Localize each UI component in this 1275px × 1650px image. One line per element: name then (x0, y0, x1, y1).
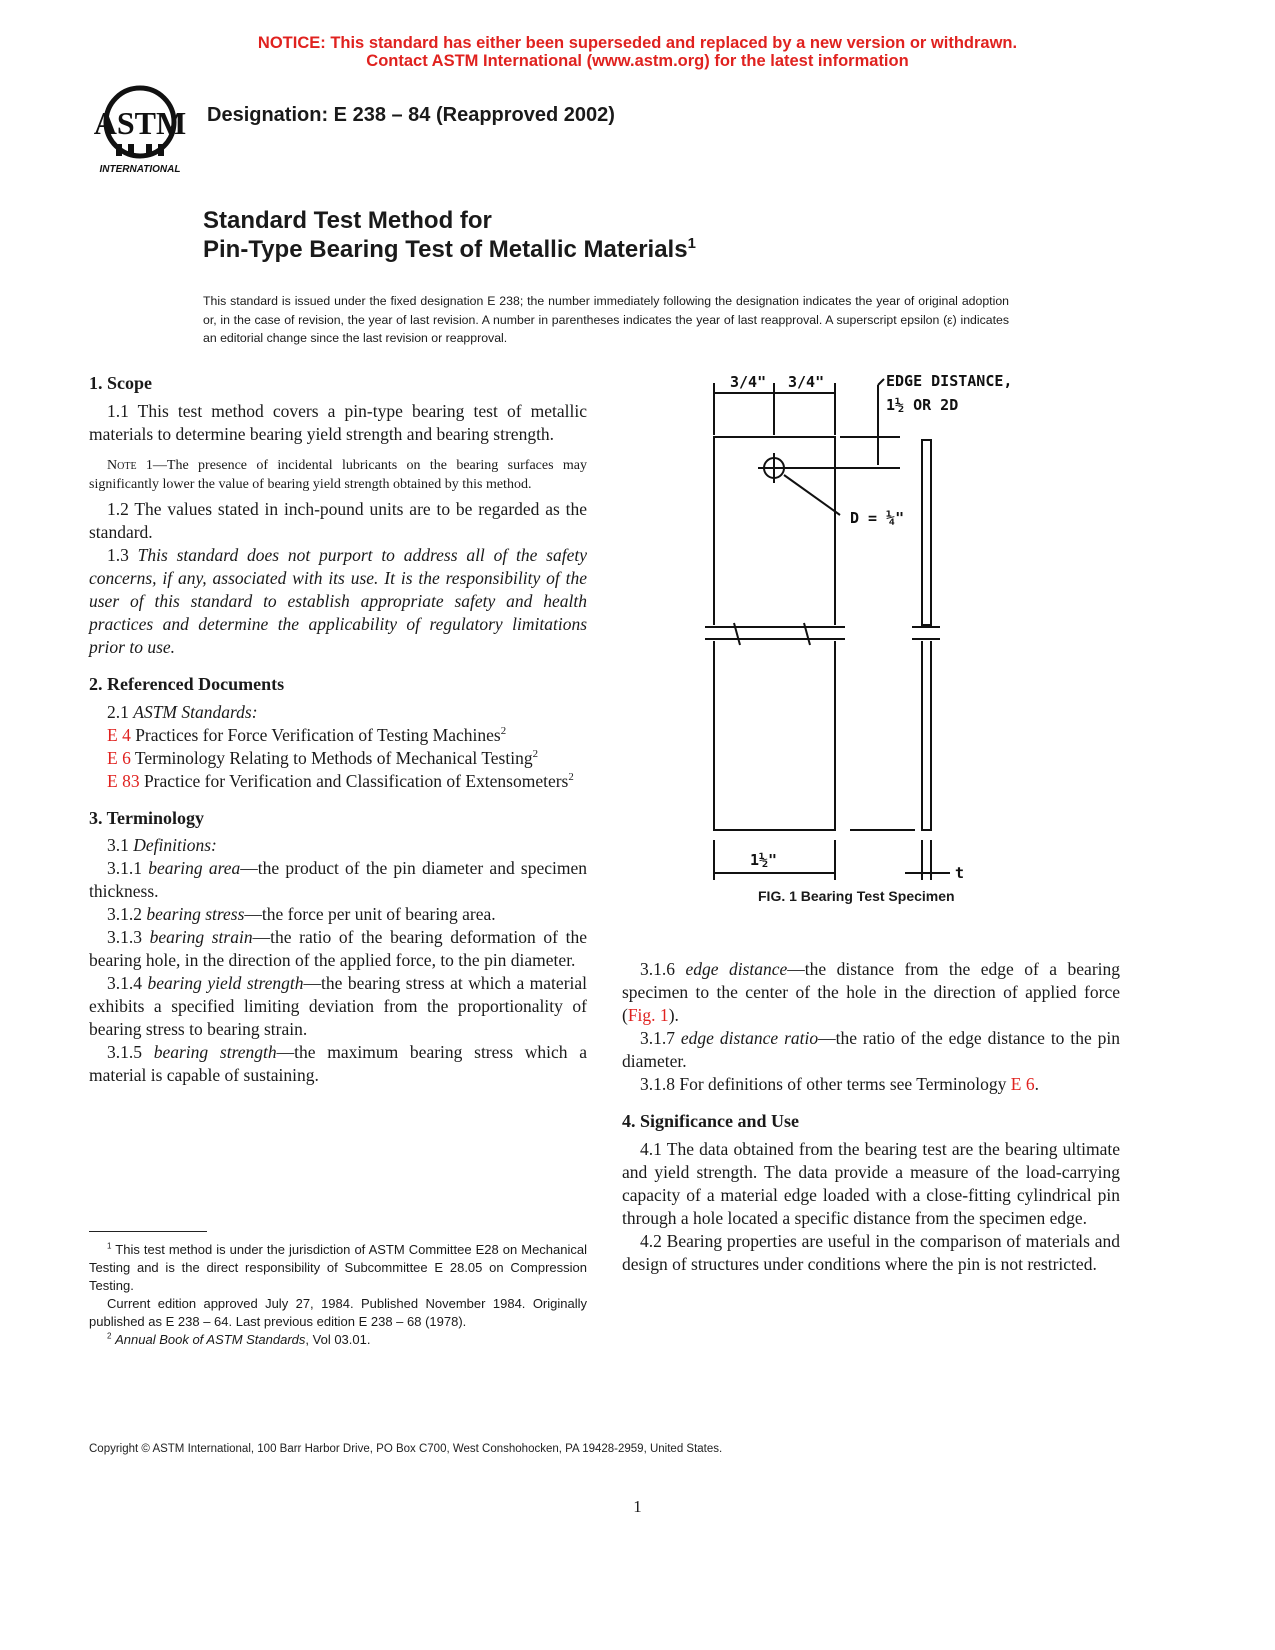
definition-text: —the force per unit of bearing area. (244, 904, 496, 924)
reference-text: Practice for Verification and Classification of Extensometers (139, 771, 569, 791)
definition-num: 3.1.7 (640, 1028, 681, 1048)
definition-text: —the product of the pin diameter and specimen thickness. (89, 858, 587, 901)
definition-term: edge distance (685, 959, 788, 979)
section-2-1 (89, 701, 587, 724)
figure-link[interactable]: Fig. 1 (627, 1005, 669, 1025)
title-footnote-mark: 1 (687, 236, 696, 252)
definition-num: 3.1.4 (107, 973, 148, 993)
footnote-text: , Vol 03.01. (305, 1332, 371, 1347)
width-label: 1½" (750, 851, 778, 869)
note-text: 1—The presence of incidental lubricants on the bearing surfaces may significantly lower the value of bearing yield strength obtained by this method. (89, 458, 587, 492)
definition-text-end: ). (668, 1005, 679, 1025)
footnote-title: Annual Book of ASTM Standards (115, 1332, 306, 1347)
definition-term: bearing yield strength (147, 973, 304, 993)
reference-item (89, 724, 587, 747)
bearing-specimen-drawing (700, 365, 1060, 885)
astm-logo-icon (92, 84, 192, 179)
section-4-heading: 4. Significance and Use (622, 1111, 800, 1131)
reference-link-e6[interactable]: E 6 (107, 748, 131, 768)
figure-1 (700, 365, 1060, 885)
definition-item (89, 972, 587, 1041)
section-3-1 (89, 834, 587, 857)
reference-link-e4[interactable]: E 4 (107, 725, 131, 745)
footnote-mark: 2 (107, 1331, 112, 1341)
definition-item (622, 1027, 1120, 1073)
reference-footnote-mark: 2 (532, 748, 539, 761)
note-label: Note (107, 458, 137, 473)
definition-text: 3.1.8 For definitions of other terms see Terminology (640, 1074, 1011, 1094)
left-column (89, 372, 587, 1087)
definition-num: 3.1.2 (107, 904, 147, 924)
section-3-heading: 3. Terminology (89, 808, 205, 828)
section-1-2: 1.2 The values stated in inch-pound units are to be regarded as the standard. (89, 499, 587, 542)
page-number: 1 (633, 1497, 642, 1516)
footnote-2 (89, 1331, 587, 1349)
designation: Designation: E 238 – 84 (Reapproved 2002) (207, 104, 615, 126)
section-3-1-8 (622, 1073, 1120, 1096)
title-line-2: Pin-Type Bearing Test of Metallic Materials (203, 236, 688, 263)
section-2-1-num: 2.1 (107, 702, 134, 722)
section-2-1-text: ASTM Standards: (133, 702, 258, 722)
section-4-1: 4.1 The data obtained from the bearing test are the bearing ultimate and yield strength. The data provide a measure of the load-carrying capacity of a material edge loaded with a close-fitting cylindrical pin through a hole located a specific distance from the specimen edge. (622, 1139, 1120, 1228)
definition-term: bearing strain (149, 927, 253, 947)
definition-text: —the ratio of the bearing deformation of the bearing hole, in the direction of the applied force, to the pin diameter. (89, 927, 587, 970)
dimension-right-label: 3/4" (788, 373, 825, 391)
footnote-divider (89, 1231, 207, 1232)
footnote-1 (89, 1241, 587, 1295)
logo-text: ASTM (93, 105, 187, 141)
section-4-2: 4.2 Bearing properties are useful in the comparison of materials and design of structures under conditions where the pin is not restricted. (622, 1231, 1120, 1274)
title-line-1: Standard Test Method for (203, 207, 492, 234)
reference-text: Terminology Relating to Methods of Mechanical Testing (130, 748, 533, 768)
notice-line-1: NOTICE: This standard has either been superseded and replaced by a new version or withdrawn. (257, 34, 1018, 52)
section-1-3-num: 1.3 (107, 545, 138, 565)
copyright: Copyright © ASTM International, 100 Barr Harbor Drive, PO Box C700, West Conshohocken, PA 19428-2959, United States. (89, 1443, 723, 1455)
definition-item (89, 857, 587, 903)
definition-item (89, 926, 587, 972)
definition-num: 3.1.3 (107, 927, 150, 947)
dimension-left-label: 3/4" (730, 373, 767, 391)
definition-text: —the bearing stress at which a material exhibits a specified limiting deviation from the proportionality of bearing stress to bearing strain. (89, 973, 588, 1039)
definition-text: —the maximum bearing stress which a material is capable of sustaining. (89, 1042, 588, 1085)
definition-item (622, 958, 1120, 1027)
definition-text: —the ratio of the edge distance to the pin diameter. (622, 1028, 1120, 1071)
reference-footnote-mark: 2 (568, 771, 574, 784)
section-3-1-num: 3.1 (107, 835, 134, 855)
thickness-label: t (955, 864, 965, 882)
right-column (622, 958, 1120, 1276)
definition-num: 3.1.6 (640, 959, 686, 979)
section-3-1-text: Definitions: (133, 835, 217, 855)
logo-subtext: INTERNATIONAL (99, 164, 181, 175)
section-1-1: 1.1 This test method covers a pin-type bearing test of metallic materials to determine bearing yield strength and bearing strength. (89, 401, 587, 444)
reference-item (89, 770, 587, 793)
footnote-1b: Current edition approved July 27, 1984. Published November 1984. Originally published as E 238 – 64. Last previous edition E 238 – 68 (1978). (89, 1296, 587, 1329)
page-title (203, 235, 696, 265)
definition-text: —the distance from the edge of a bearing specimen to the center of the hole in the direction of applied force ( (622, 959, 1121, 1025)
intro-paragraph: This standard is issued under the fixed designation E 238; the number immediately following the designation indicates the year of original adoption or, in the case of revision, the year of last revision. A number in parentheses indicates the year of last reapproval. A superscript epsilon (ε) indicates an editorial change since the last revision or reapproval. (203, 294, 1009, 345)
definition-item (89, 903, 587, 926)
section-1-3-text: This standard does not purport to address all of the safety concerns, if any, associated with its use. It is the responsibility of the user of this standard to establish appropriate safety and health practices and determine the applicability of regulatory limitations prior to use. (89, 545, 587, 657)
definition-text-end: . (1034, 1074, 1039, 1094)
edge-distance-value: 1½ OR 2D (886, 396, 959, 414)
definition-num: 3.1.5 (107, 1042, 154, 1062)
definition-item (89, 1041, 587, 1087)
note-1 (89, 456, 587, 494)
definition-term: edge distance ratio (680, 1028, 819, 1048)
reference-item (89, 747, 587, 770)
reference-link-e6[interactable]: E 6 (1010, 1074, 1035, 1094)
diameter-label: D = ¼" (850, 509, 905, 527)
definition-term: bearing area (148, 858, 241, 878)
reference-link-e83[interactable]: E 83 (107, 771, 140, 791)
figure-caption: FIG. 1 Bearing Test Specimen (758, 888, 955, 904)
definition-num: 3.1.1 (107, 858, 149, 878)
reference-footnote-mark: 2 (500, 725, 507, 738)
section-1-3 (89, 544, 587, 659)
footnote-mark: 1 (107, 1241, 112, 1251)
footnotes (89, 1241, 587, 1349)
notice-line-2: Contact ASTM International (www.astm.org) for the latest information (366, 52, 909, 70)
definition-term: bearing strength (153, 1042, 277, 1062)
footnote-text: This test method is under the jurisdiction of ASTM Committee E28 on Mechanical Testing and is the direct responsibility of Subcommittee E 28.05 on Compression Testing. (89, 1242, 587, 1293)
definition-term: bearing stress (146, 904, 245, 924)
reference-text: Practices for Force Verification of Testing Machines (130, 725, 501, 745)
section-2-heading: 2. Referenced Documents (89, 674, 285, 694)
edge-distance-label: EDGE DISTANCE, (886, 372, 1013, 390)
section-1-heading: 1. Scope (89, 373, 152, 393)
